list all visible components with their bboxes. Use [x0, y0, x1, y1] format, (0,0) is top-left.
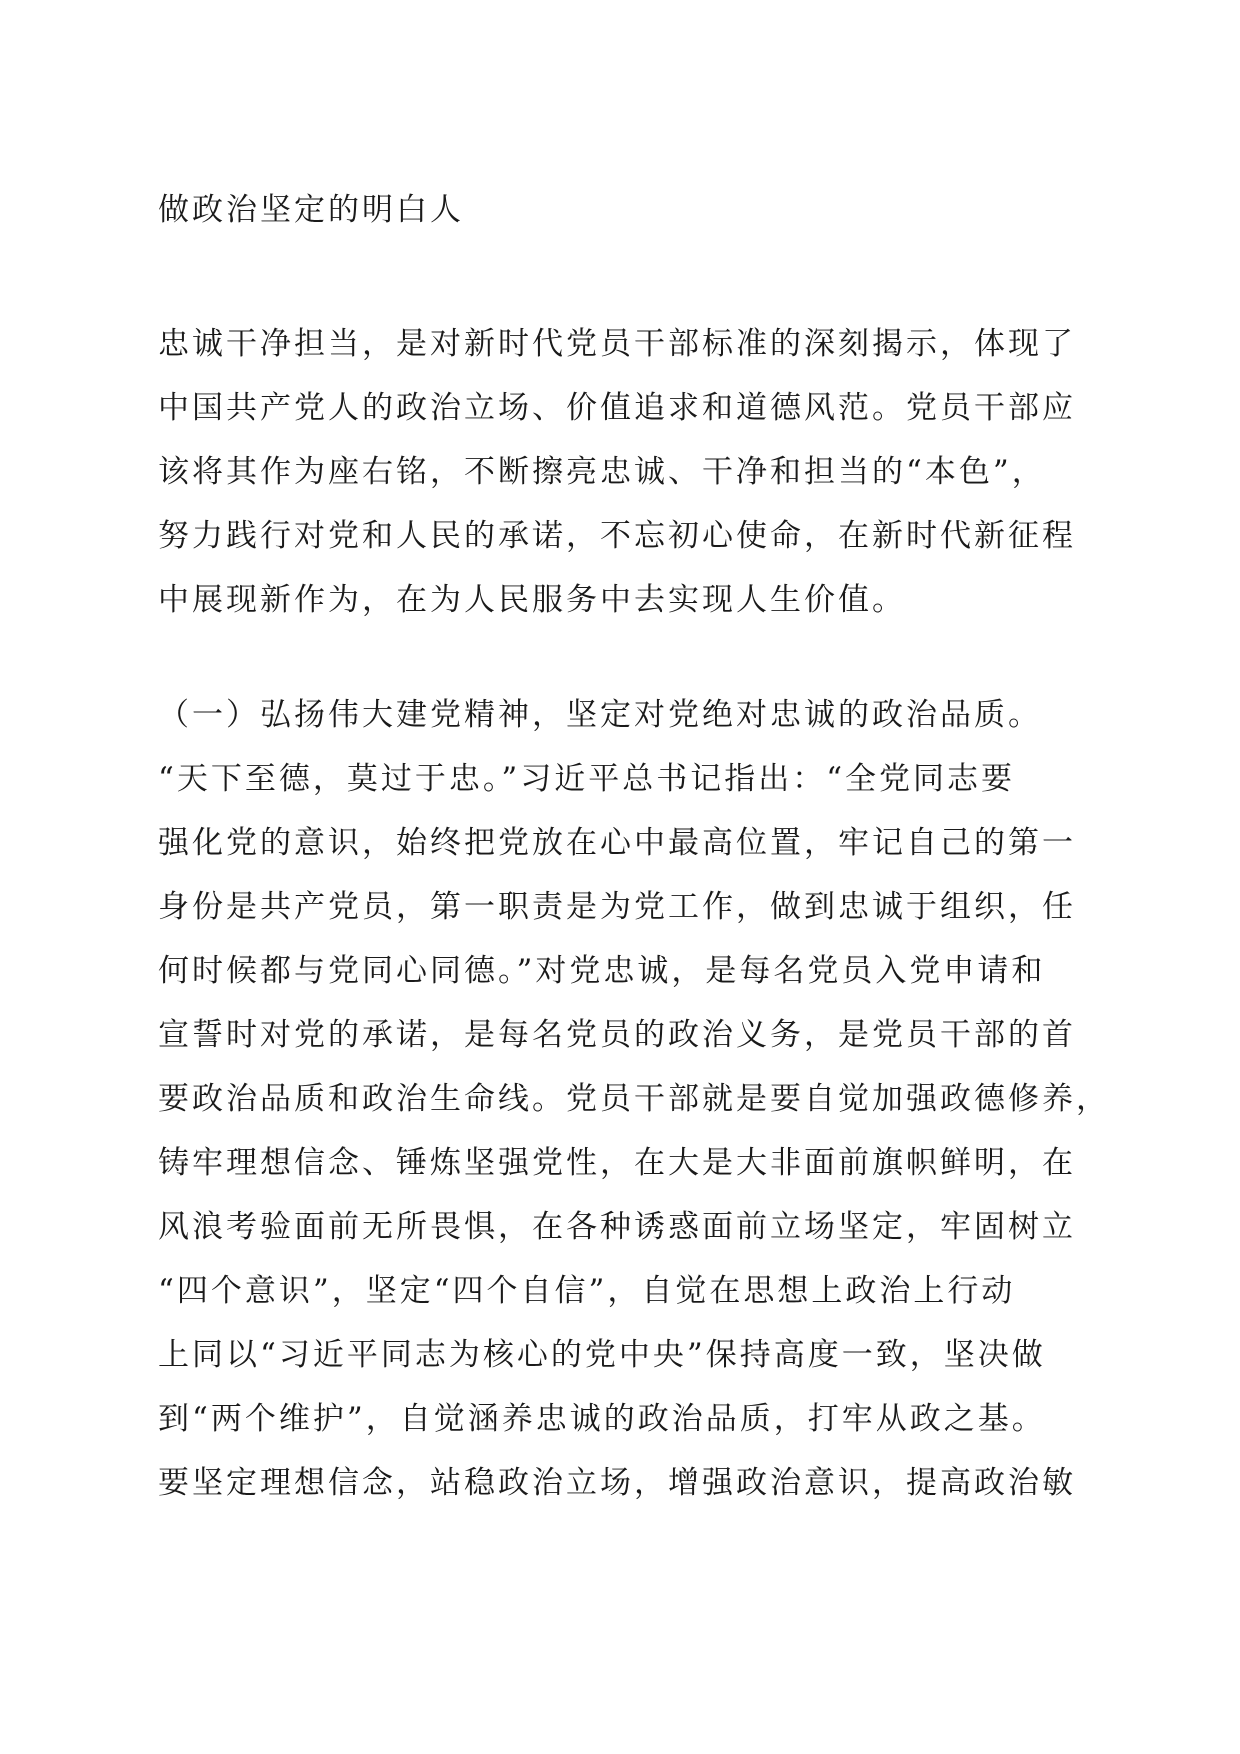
paragraph-line: （一）弘扬伟大建党精神，坚定对党绝对忠诚的政治品质。: [158, 697, 1042, 733]
paragraph-line: 努力践行对党和人民的承诺，不忘初心使命，在新时代新征程: [158, 518, 1076, 554]
paragraph-line: 该将其作为座右铭，不断擦亮忠诚、干净和担当的“本色”，: [158, 454, 1046, 490]
paragraph-line: 风浪考验面前无所畏惧，在各种诱惑面前立场坚定，牢固树立: [158, 1209, 1076, 1245]
paragraph-line: 身份是共产党员，第一职责是为党工作，做到忠诚于组织，任: [158, 889, 1076, 925]
paragraph-line: 何时候都与党同心同德。”对党忠诚，是每名党员入党申请和: [158, 953, 1046, 989]
paragraph-line: 强化党的意识，始终把党放在心中最高位置，牢记自己的第一: [158, 825, 1076, 861]
paragraph-line: 宣誓时对党的承诺，是每名党员的政治义务，是党员干部的首: [158, 1017, 1076, 1053]
paragraph-line: 忠诚干净担当，是对新时代党员干部标准的深刻揭示，体现了: [158, 326, 1076, 362]
paragraph-line: 铸牢理想信念、锤炼坚强党性，在大是大非面前旗帜鲜明，在: [158, 1145, 1076, 1181]
paragraph-line: 到“两个维护”，自觉涵养忠诚的政治品质，打牢从政之基。: [158, 1401, 1046, 1437]
paragraph-line: 要坚定理想信念，站稳政治立场，增强政治意识，提高政治敏: [158, 1465, 1076, 1501]
document-title: 做政治坚定的明白人: [158, 192, 464, 228]
paragraph-intro: [158, 312, 1076, 632]
paragraph-line: 上同以“习近平同志为核心的党中央”保持高度一致，坚决做: [158, 1337, 1046, 1373]
paragraph-line: 中展现新作为，在为人民服务中去实现人生价值。: [158, 582, 906, 618]
paragraph-line: 要政治品质和政治生命线。党员干部就是要自觉加强政德修养，: [158, 1081, 1110, 1117]
paragraph-line: “四个意识”，坚定“四个自信”，自觉在思想上政治上行动: [158, 1273, 1016, 1309]
paragraph-section-one: [158, 683, 1110, 1515]
paragraph-line: 中国共产党人的政治立场、价值追求和道德风范。党员干部应: [158, 390, 1076, 426]
paragraph-line: “天下至德，莫过于忠。”习近平总书记指出：“全党同志要: [158, 761, 1016, 797]
